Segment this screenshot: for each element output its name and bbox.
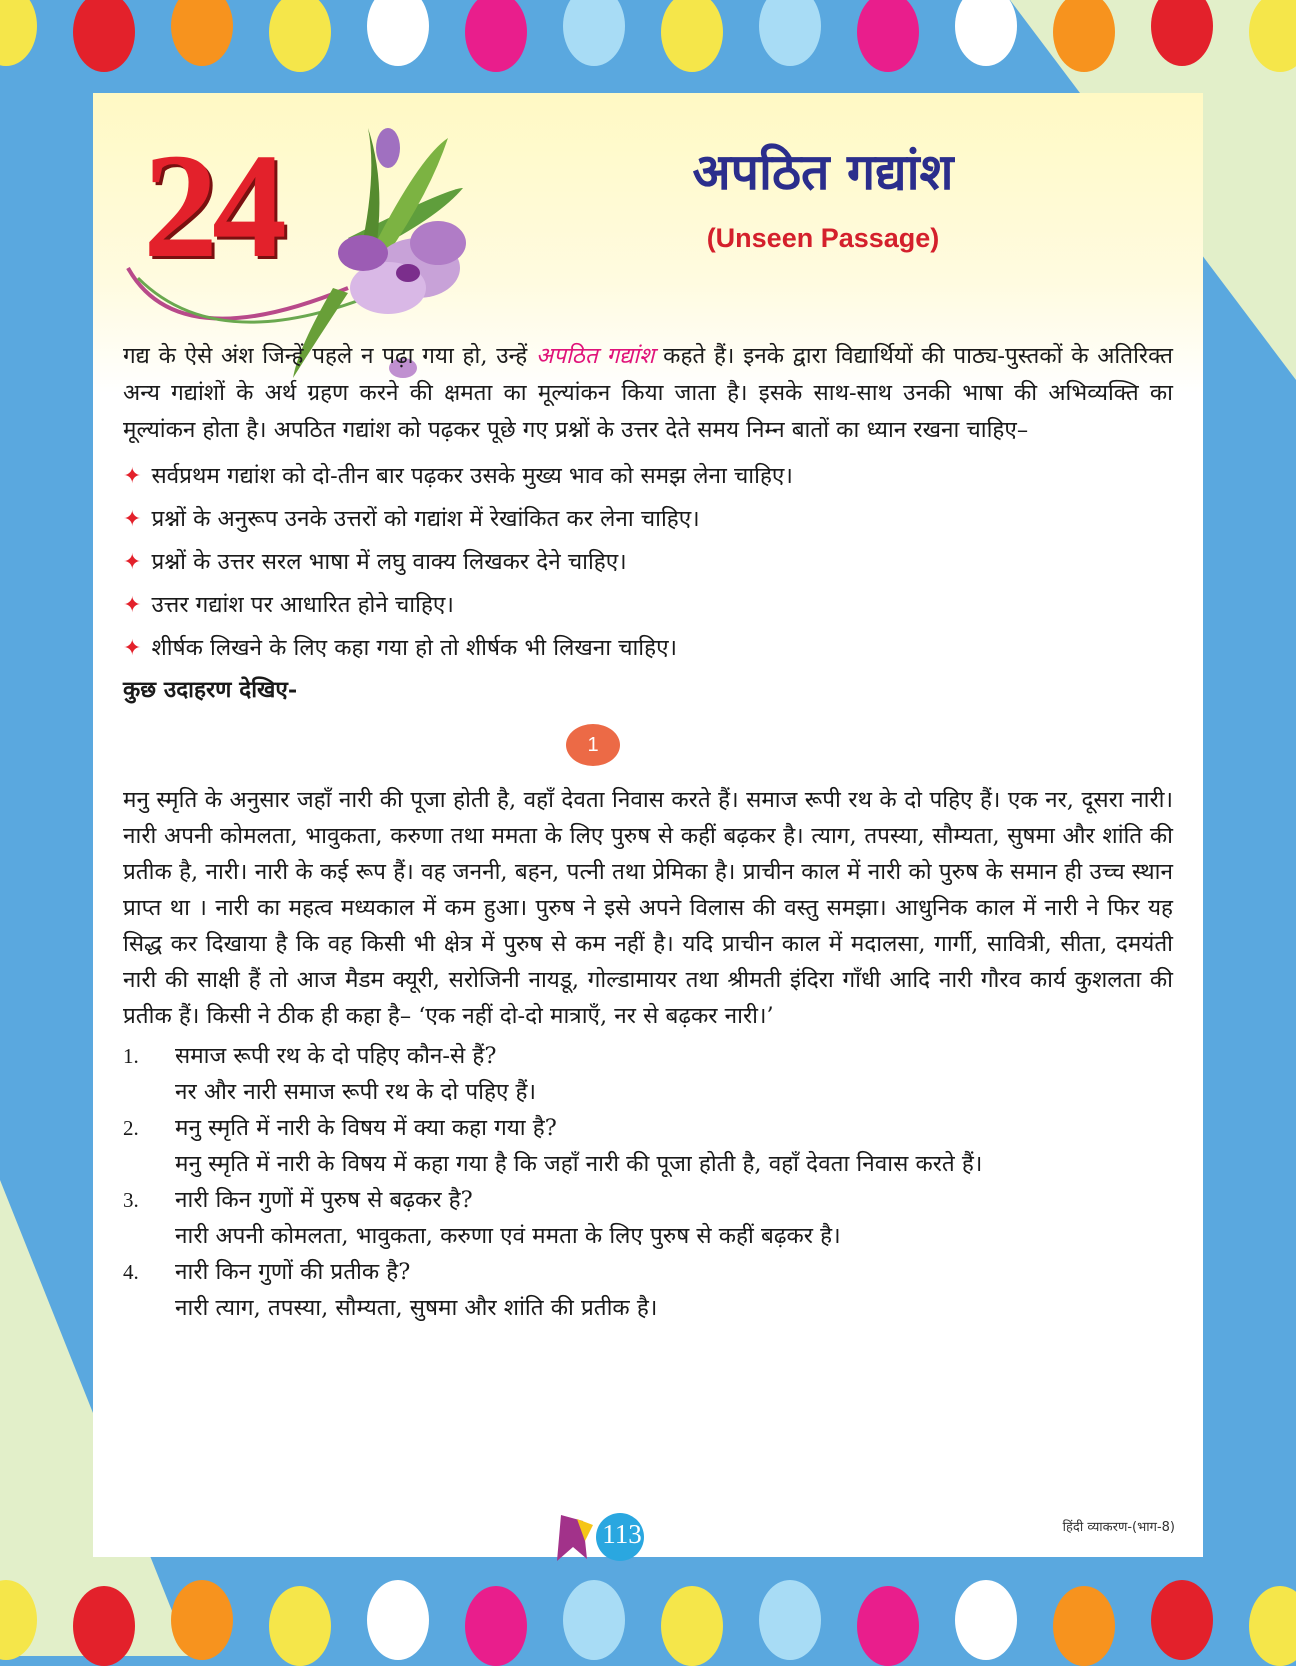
decorative-dot bbox=[73, 0, 135, 72]
list-item bbox=[123, 541, 1173, 584]
decorative-dot bbox=[73, 1586, 135, 1666]
page-sheet bbox=[93, 93, 1203, 1557]
decorative-dot bbox=[1053, 1586, 1115, 1666]
list-item bbox=[123, 498, 1173, 541]
decorative-dot bbox=[0, 1580, 37, 1660]
decorative-dot bbox=[857, 1586, 919, 1666]
list-item bbox=[123, 584, 1173, 627]
list-item bbox=[123, 627, 1173, 670]
answer-text: नर और नारी समाज रूपी रथ के दो पहिए हैं। bbox=[175, 1079, 537, 1105]
decorative-dot bbox=[269, 1586, 331, 1666]
decorative-dot bbox=[465, 1586, 527, 1666]
star-bullet-icon: ✦ bbox=[123, 636, 142, 661]
answer-text: मनु स्मृति में नारी के विषय में कहा गया है कि जहाँ नारी की पूजा होती है, वहाँ देवता निवास करते हैं। bbox=[175, 1151, 983, 1177]
question-number: 4. bbox=[123, 1260, 139, 1284]
star-bullet-icon: ✦ bbox=[123, 507, 142, 532]
question-item bbox=[123, 1038, 1173, 1110]
intro-text-before: गद्य के ऐसे अंश जिन्हें पहले न पढ़ा गया हो, उन्हें bbox=[123, 343, 536, 369]
question-item bbox=[123, 1254, 1173, 1326]
decorative-dot bbox=[955, 0, 1017, 66]
answer-text: नारी अपनी कोमलता, भावुकता, करुणा एवं ममता के लिए पुरुष से कहीं बढ़कर है। bbox=[175, 1223, 841, 1249]
intro-text-after: कहते हैं। इनके द्वारा विद्यार्थियों की पाठ्य-पुस्तकों के अतिरिक्त अन्य गद्यांशों के अर्थ ग्रहण करने की क्षमता का मूल्यांकन किया जाता है। इसके साथ-साथ उनकी भाषा की अभिव्यक्ति का मूल्यांकन होता है। अपठित गद्यांश को पढ़कर पूछे गए प्रश्नों के उत्तर देते समय निम्न बातों का ध्यान रखना चाहिए– bbox=[123, 343, 1173, 443]
list-item bbox=[123, 455, 1173, 498]
list-item-text: प्रश्नों के अनुरूप उनके उत्तरों को गद्यांश में रेखांकित कर लेना चाहिए। bbox=[151, 506, 700, 532]
decorative-dot bbox=[661, 0, 723, 72]
question-number: 2. bbox=[123, 1116, 139, 1140]
decorative-dot bbox=[563, 0, 625, 66]
book-title-footer: हिंदी व्याकरण-(भाग-8) bbox=[1062, 1520, 1175, 1535]
decorative-dot bbox=[0, 0, 37, 66]
decorative-dot bbox=[857, 0, 919, 72]
decorative-dot bbox=[465, 0, 527, 72]
star-bullet-icon: ✦ bbox=[123, 550, 142, 575]
decorative-dot bbox=[661, 1586, 723, 1666]
decorative-dot bbox=[563, 1580, 625, 1660]
list-item-text: उत्तर गद्यांश पर आधारित होने चाहिए। bbox=[151, 592, 454, 618]
decorative-dot bbox=[1249, 0, 1296, 72]
decorative-dot bbox=[759, 0, 821, 66]
decorative-dot bbox=[269, 0, 331, 72]
question-item bbox=[123, 1110, 1173, 1182]
decorative-dots-bottom bbox=[0, 1556, 1296, 1656]
decorative-dot bbox=[171, 0, 233, 66]
list-item-text: सर्वप्रथम गद्यांश को दो-तीन बार पढ़कर उसके मुख्य भाव को समझ लेना चाहिए। bbox=[151, 463, 793, 489]
question-text: समाज रूपी रथ के दो पहिए कौन-से हैं? bbox=[175, 1043, 497, 1069]
list-item-text: प्रश्नों के उत्तर सरल भाषा में लघु वाक्य लिखकर देने चाहिए। bbox=[151, 549, 627, 575]
star-bullet-icon: ✦ bbox=[123, 464, 142, 489]
example-badge-row bbox=[123, 712, 1173, 782]
question-list bbox=[123, 1038, 1173, 1326]
question-text: मनु स्मृति में नारी के विषय में क्या कहा गया है? bbox=[175, 1115, 557, 1141]
example-number-badge: 1 bbox=[566, 724, 620, 766]
list-item-text: शीर्षक लिखने के लिए कहा गया हो तो शीर्षक भी लिखना चाहिए। bbox=[151, 635, 678, 661]
intro-paragraph bbox=[123, 338, 1173, 449]
chapter-title: अपठित गद्यांश bbox=[692, 143, 954, 201]
chapter-subtitle: (Unseen Passage) bbox=[706, 223, 940, 253]
question-body bbox=[175, 1038, 1173, 1110]
examples-heading: कुछ उदाहरण देखिए- bbox=[123, 677, 298, 703]
page-number-text: 113 bbox=[602, 1519, 642, 1549]
guideline-list bbox=[123, 455, 1173, 670]
question-item bbox=[123, 1182, 1173, 1254]
main-content bbox=[123, 338, 1173, 1326]
decorative-dot bbox=[1053, 0, 1115, 72]
example-passage: मनु स्मृति के अनुसार जहाँ नारी की पूजा होती है, वहाँ देवता निवास करते हैं। समाज रूपी रथ के दो पहिए हैं। एक नर, दूसरा नारी। नारी अपनी कोमलता, भावुकता, करुणा तथा ममता के लिए पुरुष से कहीं बढ़कर है। त्याग, तपस्या, सौम्यता, सुषमा और शांति की प्रतीक है, नारी। नारी के कई रूप हैं। वह जननी, बहन, पत्नी तथा प्रेमिका है। प्राचीन काल में नारी को पुरुष के समान ही उच्च स्थान प्राप्त था । नारी का महत्व मध्यकाल में कम हुआ। पुरुष ने इसे अपने विलास की वस्तु समझा। आधुनिक काल में नारी ने फिर यह सिद्ध कर दिखाया है कि वह किसी भी क्षेत्र में पुरुष से कम नहीं है। यदि प्राचीन काल में मदालसा, गार्गी, सावित्री, सीता, दमयंती नारी की साक्षी हैं तो आज मैडम क्यूरी, सरोजिनी नायडू, गोल्डामायर तथा श्रीमती इंदिरा गाँधी आदि नारी गौरव कार्य कुशलता की प्रतीक हैं। किसी ने ठीक ही कहा है– ‘एक नहीं दो-दो मात्राएँ, नर से बढ़कर नारी।’ bbox=[123, 787, 1173, 1029]
decorative-dot bbox=[367, 1580, 429, 1660]
answer-text: नारी त्याग, तपस्या, सौम्यता, सुषमा और शांति की प्रतीक है। bbox=[175, 1295, 658, 1321]
decorative-dot bbox=[171, 1580, 233, 1660]
page-number bbox=[588, 1513, 648, 1563]
intro-highlight: अपठित गद्यांश bbox=[536, 343, 655, 369]
question-number: 3. bbox=[123, 1188, 139, 1212]
question-body bbox=[175, 1110, 1173, 1182]
decorative-dot bbox=[1249, 1586, 1296, 1666]
question-body bbox=[175, 1182, 1173, 1254]
decorative-dot bbox=[955, 1580, 1017, 1660]
question-number: 1. bbox=[123, 1044, 139, 1068]
decorative-dot bbox=[1151, 0, 1213, 66]
chapter-number: 24 bbox=[143, 123, 281, 289]
decorative-dot bbox=[1151, 1580, 1213, 1660]
decorative-dots-top bbox=[0, 0, 1296, 100]
question-text: नारी किन गुणों की प्रतीक है? bbox=[175, 1259, 411, 1285]
question-body bbox=[175, 1254, 1173, 1326]
decorative-dot bbox=[367, 0, 429, 66]
decorative-dot bbox=[759, 1580, 821, 1660]
star-bullet-icon: ✦ bbox=[123, 593, 142, 618]
question-text: नारी किन गुणों में पुरुष से बढ़कर है? bbox=[175, 1187, 473, 1213]
